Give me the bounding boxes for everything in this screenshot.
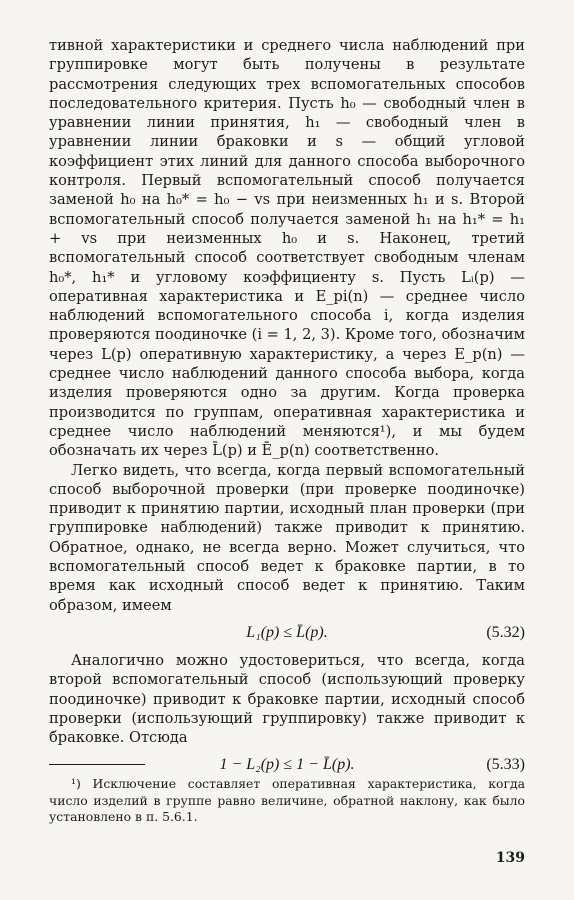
main-text [49, 36, 525, 783]
equation-expression: L₁(p) ≤ L̄(p). [246, 623, 328, 641]
paragraph-3: Аналогично можно удостовериться, что всегда, когда второй вспомогательный способ (использующий проверку поодиночке) приводит к браковке партии, исходный способ проверки (использующий группировку) также приводит к браковке. Отсюда [49, 651, 525, 747]
equation-number: (5.33) [486, 756, 525, 774]
page-number: 139 [495, 850, 525, 866]
paragraph-2: Легко видеть, что всегда, когда первый вспомогательный способ выборочной проверки (при проверке поодиночке) приводит к принятию партии, исходный план проверки (при группировке наблюдений) также приводит к принятию. Обратное, однако, не всегда верно. Может случиться, что вспомогательный способ ведет к браковке партии, в то время как исходный способ ведет к принятию. Таким образом, имеем [49, 461, 525, 614]
equation-number: (5.32) [486, 623, 525, 641]
paragraph-1: тивной характеристики и среднего числа наблюдений при группировке могут быть получены в результате рассмотрения следующих трех вспомогательных способов последовательного критерия. Пусть h₀ — свободный член в уравнении линии принятия, h₁ — свободный член в уравнении линии браковки и s — общий угловой коэффициент этих линий для данного способа выборочного контроля. Первый вспомогательный способ получается заменой h₀ на h₀* = h₀ − vs при неизменных h₁ и s. Второй вспомогательный способ получается заменой h₁ на h₁* = h₁ + vs при неизменных h₀ и s. Наконец, третий вспомогательный способ соответствует свободным членам h₀*, h₁* и угловому коэффициенту s. Пусть Lᵢ(p) — оперативная характеристика и E_pi(n) — среднее число наблюдений вспомогательного способа i, когда изделия проверяются поодиночке (i = 1, 2, 3). Кроме того, обозначим через L(p) оперативную характеристику, а через E_p(n) — среднее число наблюдений данного способа выбора, когда изделия проверяются одно за другим. Когда проверка производится по группам, оперативная характеристика и среднее число наблюдений меняются¹), и мы будем обозначать их через L̄(p) и Ē_p(n) соответственно. [49, 37, 525, 460]
equation-5-32 [49, 615, 525, 651]
footnote-divider [49, 764, 145, 765]
footnote: ¹) Исключение составляет оперативная характеристика, когда число изделий в группе равно величине, обратной наклону, как было установлено в п. 5.6.1. [49, 776, 525, 825]
equation-expression: 1 − L₂(p) ≤ 1 − L̄(p). [219, 756, 355, 774]
